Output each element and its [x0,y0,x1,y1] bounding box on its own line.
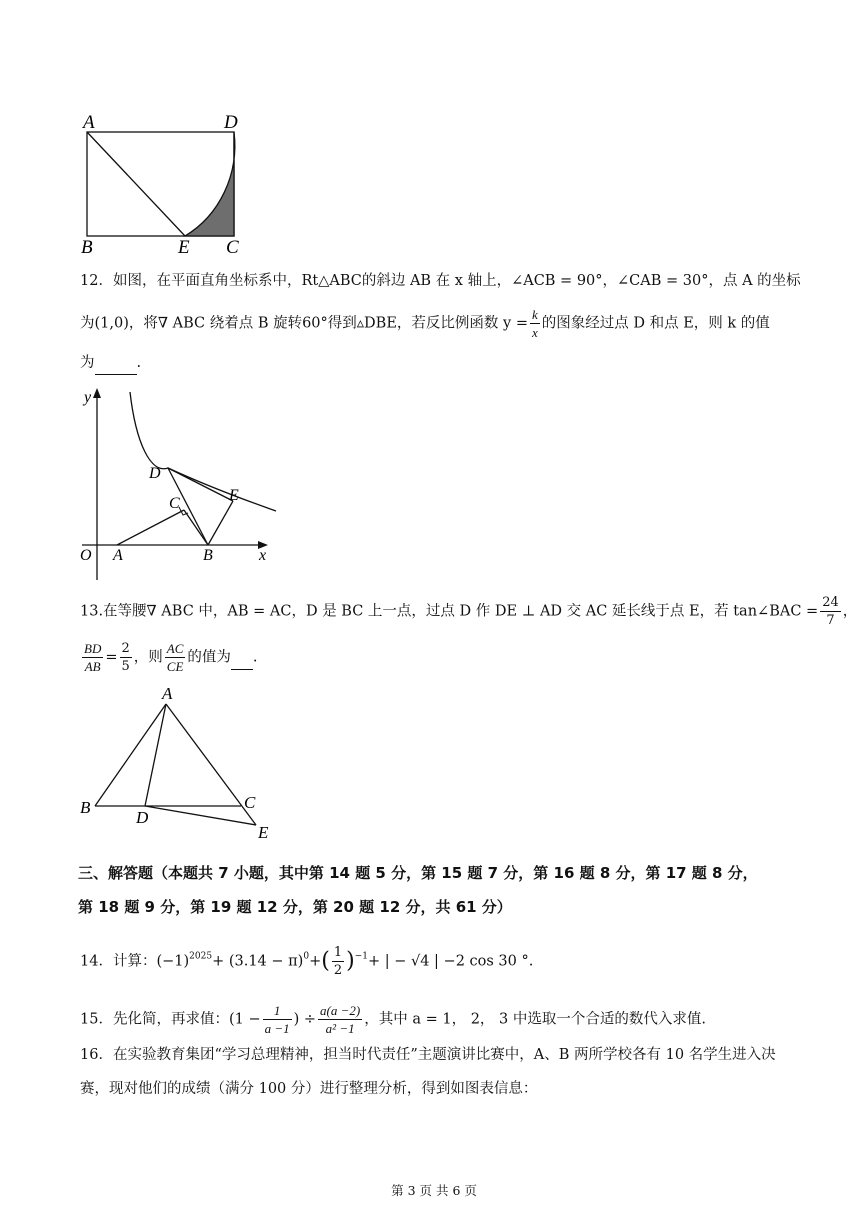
label-b: B [203,547,213,564]
label-a: A [83,112,95,133]
label-b: B [81,237,93,258]
question-12-line-1: 12．如图，在平面直角坐标系中，Rt△ABC的斜边 AB 在 x 轴上，∠ACB = 90°，∠CAB = 30°，点 A 的坐标 [80,273,801,289]
question-15: 15．先化简，再求值：(1 − $\frac{1}{a -1}$ ) ÷ $\frac{a(a -2)}{\text{a² −1}}$ ，其中 a = 1， 2， 3 中选取一个合适的数代入求值. [80,1003,706,1036]
fraction-a-a-minus-2: $\frac{a(a -2)}{\text{a² −1}}$ [320,1003,361,1036]
label-e: E [258,823,269,842]
fraction-bd-ab: $\frac{BD}{AB}$ [84,641,102,674]
shaded-region [185,132,235,236]
label-y: y [84,389,92,406]
section-3-header-line-1: 三、解答题（本题共 7 小题，其中第 14 题 5 分，第 15 题 7 分，第 16 题 8 分，第 17 题 8 分， [78,864,758,882]
label-a: A [113,547,123,564]
question-13-line-1: 13.在等腰∇ ABC 中，AB = AC，D 是 BC 上一点，过点 D 作 DE ⊥ AD 交 AC 延长线于点 E，若 tan∠BAC = $\frac{24}{7}$ ， [80,595,858,628]
right-angle-mark [179,507,188,515]
figure-q11-rectangle [78,108,258,260]
answer-blank [231,647,253,670]
section-3-header-line-2: 第 18 题 9 分，第 19 题 12 分，第 20 题 12 分，共 61 分） [78,898,512,916]
fraction-one-half: $\frac{1}{2}$ [333,945,343,978]
fraction-ac-ce: $\frac{AC}{CE}$ [166,641,184,674]
question-16-line-1: 16．在实验教育集团“学习总理精神，担当时代责任”主题演讲比赛中，A、B 两所学校各有 10 名学生进入决 [80,1047,776,1063]
label-d: D [136,808,149,827]
question-12-line-2: 为(1,0)，将∇ ABC 绕着点 B 旋转60°得到▵DBE，若反比例函数 y = $\frac{k}{x}$ 的图象经过点 D 和点 E，则 k 的值 [80,307,770,340]
question-14: 14．计算：$(-1)^{2025}+ (3.14 - \pi)^0+$( $\frac{1}{2}$ )$^{-1}$+ | − √4 | −2 cos 30 °. [80,945,534,978]
question-12-line-3: 为 . [80,352,796,375]
label-c: C [244,793,256,812]
label-c: C [169,495,180,512]
label-x: x [259,547,267,564]
label-d: D [149,465,161,482]
answer-blank [95,352,137,375]
fraction-k-over-x: $\frac{k}{x}$ [531,307,538,340]
question-16-line-2: 赛，现对他们的成绩（满分 100 分）进行整理分析，得到如图表信息： [80,1081,538,1097]
segment-ae [87,132,185,236]
fraction-tan: $\frac{24}{7}$ [822,595,839,628]
question-13-line-2: $\frac{BD}{AB}$ = $\frac{2}{5}$ ，则 $\frac{AC}{CE}$ 的值为 . [84,641,258,674]
figure-q13-triangle [78,682,288,844]
fraction-2-5: $\frac{2}{5}$ [121,641,130,674]
label-b: B [80,798,91,817]
label-e: E [178,237,190,258]
page-footer: 第 3 页 共 6 页 [391,1183,477,1198]
y-axis-arrow [93,388,101,398]
label-a: A [162,684,173,703]
label-c: C [226,237,239,258]
fraction-1-over-a-minus-1: $\frac{1}{a -1}$ [264,1003,290,1036]
label-o: O [80,547,92,564]
label-e: E [229,487,239,504]
label-d: D [224,112,238,133]
figure-q12-coordinate [76,384,286,584]
hyperbola-curve [130,392,276,511]
